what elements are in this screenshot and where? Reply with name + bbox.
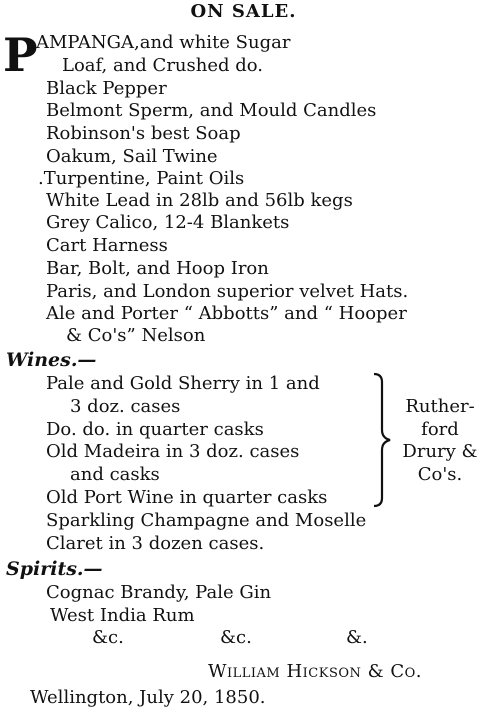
- merchant-name-line: Drury &: [402, 441, 478, 462]
- ad-title: ON SALE.: [190, 1, 297, 22]
- wine-line: 3 doz. cases: [70, 396, 181, 417]
- wine-line: Old Madeira in 3 doz. cases: [46, 441, 300, 462]
- item-line: Paris, and London superior velvet Hats.: [46, 281, 409, 302]
- item-line: Robinson's best Soap: [46, 123, 241, 144]
- item-line: Loaf, and Crushed do.: [62, 55, 264, 76]
- wine-line: Sparkling Champagne and Moselle: [46, 510, 367, 531]
- wine-line: Claret in 3 dozen cases.: [46, 533, 265, 554]
- wine-line: and casks: [70, 464, 160, 485]
- item-line: Belmont Sperm, and Mould Candles: [46, 100, 377, 121]
- drop-cap: P: [3, 28, 38, 82]
- item-line: .Turpentine, Paint Oils: [38, 168, 245, 189]
- item-line: Black Pepper: [46, 78, 167, 99]
- item-line: Ale and Porter “ Abbotts” and “ Hooper: [46, 303, 407, 324]
- etc-mark: &c.: [220, 627, 252, 648]
- wines-heading: Wines.—: [6, 349, 97, 371]
- spirits-heading: Spirits.—: [6, 558, 103, 580]
- item-line: Grey Calico, 12-4 Blankets: [46, 212, 290, 233]
- merchant-name-line: Ruther-: [405, 396, 475, 417]
- curly-brace-icon: [370, 372, 394, 508]
- item-line: AMPANGA,and white Sugar: [36, 32, 291, 53]
- item-line: Cart Harness: [46, 235, 168, 256]
- etc-mark: &.: [346, 627, 368, 648]
- spirit-line: West India Rum: [50, 605, 195, 626]
- item-line: Bar, Bolt, and Hoop Iron: [46, 258, 269, 279]
- etc-mark: &c.: [92, 627, 124, 648]
- item-line: & Co's” Nelson: [66, 325, 206, 346]
- wine-line: Pale and Gold Sherry in 1 and: [46, 373, 320, 394]
- merchant-name-line: Co's.: [417, 464, 463, 485]
- spirit-line: Cognac Brandy, Pale Gin: [46, 582, 272, 603]
- item-line: White Lead in 28lb and 56lb kegs: [46, 190, 353, 211]
- wine-line: Do. do. in quarter casks: [46, 419, 264, 440]
- signature: William Hickson & Co.: [208, 661, 423, 682]
- merchant-name-line: ford: [421, 419, 459, 440]
- wine-line: Old Port Wine in quarter casks: [46, 487, 328, 508]
- item-line: Oakum, Sail Twine: [46, 146, 218, 167]
- dateline: Wellington, July 20, 1850.: [30, 687, 266, 708]
